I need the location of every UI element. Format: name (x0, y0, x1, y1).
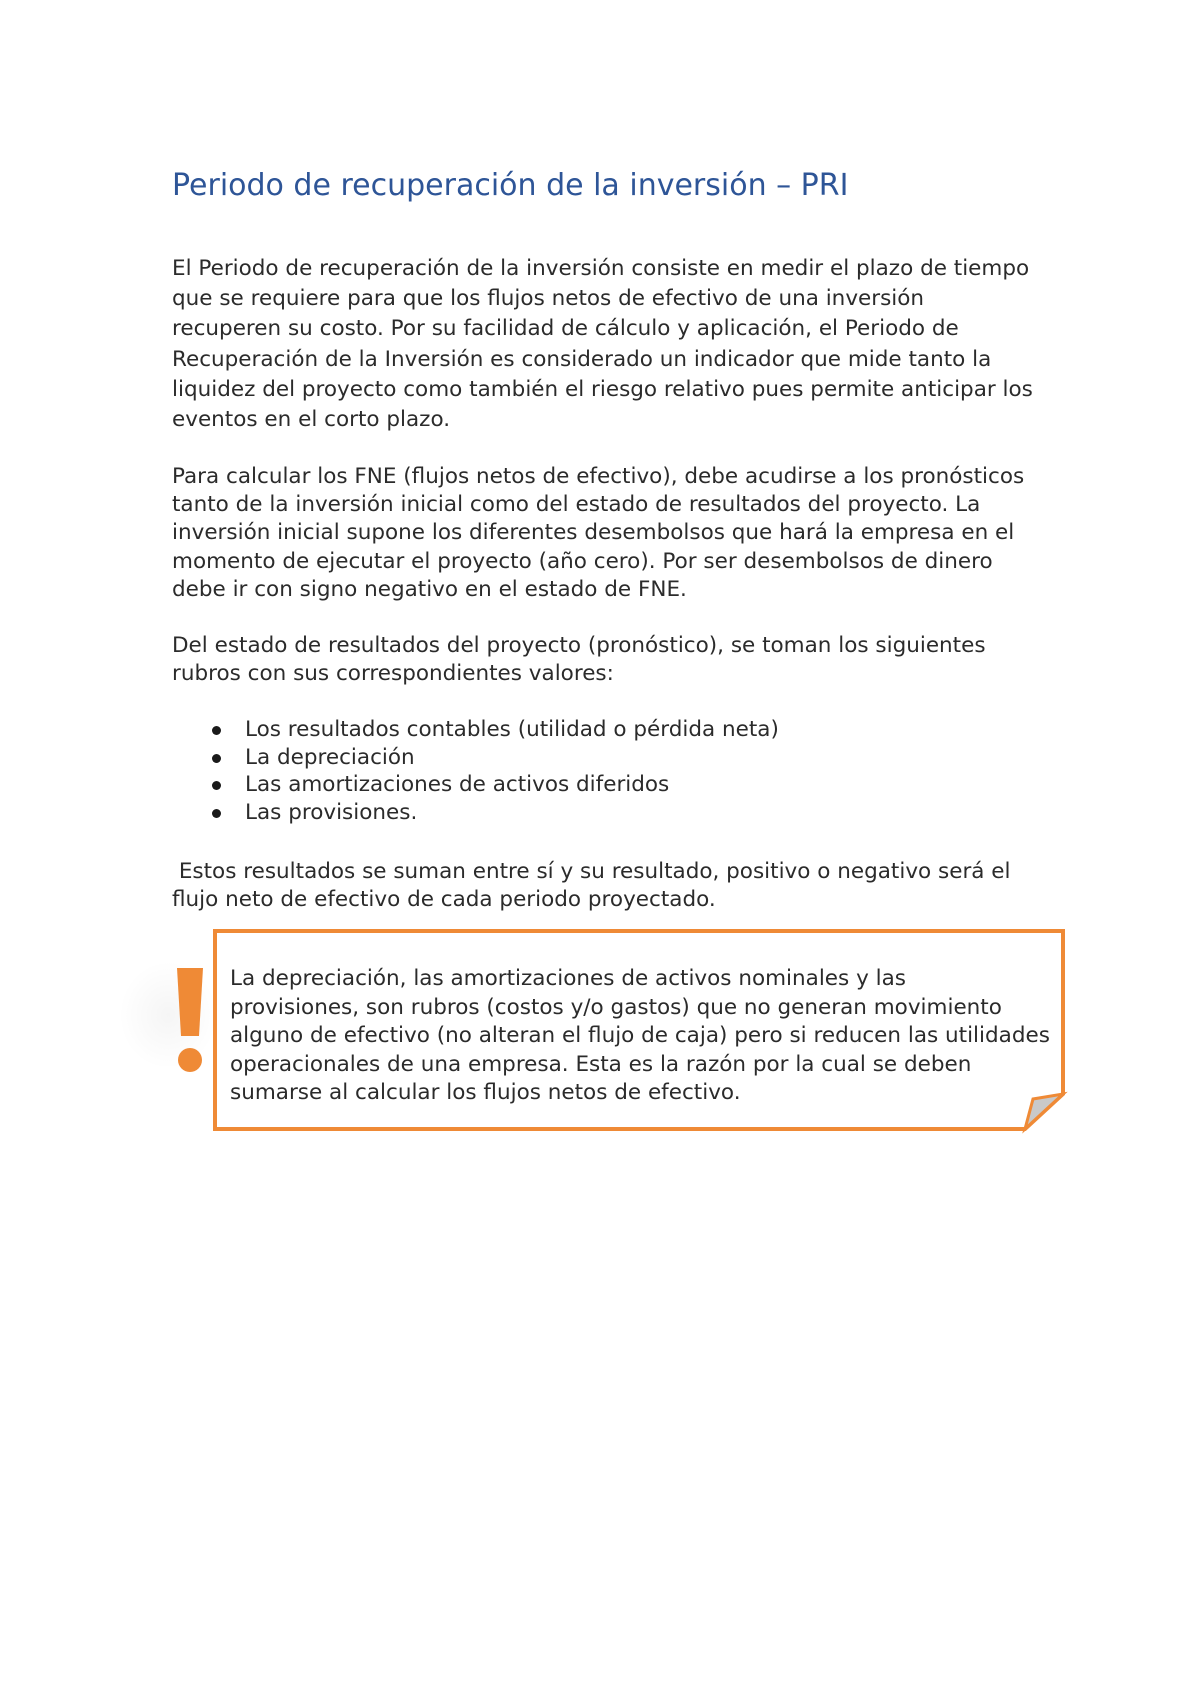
text-line: inversión inicial supone los diferentes desembolsos que hará la empresa en el (172, 520, 1015, 546)
text-line: Del estado de resultados del proyecto (pronóstico), se toman los siguientes (172, 633, 986, 658)
text-line: recuperen su costo. Por su facilidad de cálculo y aplicación, el Periodo de (172, 316, 959, 342)
list-item (172, 744, 779, 772)
text-line: tanto de la inversión inicial como del estado de resultados del proyecto. La (172, 492, 981, 518)
page-title: Periodo de recuperación de la inversión – PRI (172, 168, 849, 203)
list-item (172, 716, 779, 744)
bullet-icon (212, 809, 221, 818)
text-line: momento de ejecutar el proyecto (año cero). Por ser desembolsos de dinero (172, 548, 993, 574)
callout-note (213, 929, 1067, 1132)
list-item-text: Los resultados contables (utilidad o pérdida neta) (245, 717, 779, 742)
text-line: rubros con sus correspondientes valores: (172, 661, 614, 687)
callout-line: provisiones, son rubros (costos y/o gastos) que no generan movimiento (230, 994, 1002, 1020)
bullet-icon (212, 754, 221, 763)
text-line: Recuperación de la Inversión es considerado un indicador que mide tanto la (172, 346, 992, 372)
text-line: flujo neto de efectivo de cada periodo proyectado. (172, 887, 716, 913)
list-item-text: La depreciación (245, 744, 415, 770)
rubros-list (172, 716, 779, 826)
list-item (172, 799, 779, 827)
text-line: que se requiere para que los flujos netos de efectivo de una inversión (172, 286, 925, 312)
text-line: liquidez del proyecto como también el riesgo relativo pues permite anticipar los (172, 376, 1033, 402)
callout-line: operacionales de una empresa. Esta es la razón por la cual se deben (230, 1051, 972, 1077)
bullet-icon (212, 726, 221, 735)
callout-text (230, 965, 1050, 1106)
list-item (172, 771, 779, 799)
text-line: eventos en el corto plazo. (172, 407, 451, 433)
callout-line: alguno de efectivo (no alteran el flujo de caja) pero si reducen las utilidades (230, 1023, 1050, 1049)
text-line: Estos resultados se suman entre sí y su resultado, positivo o negativo será el (172, 859, 1011, 884)
text-line: El Periodo de recuperación de la inversión consiste en medir el plazo de tiempo (172, 256, 1030, 281)
paragraph-rubros (172, 632, 1052, 688)
exclamation-icon (172, 966, 208, 1080)
bullet-icon (212, 781, 221, 790)
list-item-text: Las amortizaciones de activos diferidos (245, 772, 670, 798)
callout-line: La depreciación, las amortizaciones de activos nominales y las (230, 966, 906, 991)
text-line: debe ir con signo negativo en el estado de FNE. (172, 576, 687, 602)
text-line: Para calcular los FNE (flujos netos de efectivo), debe acudirse a los pronósticos (172, 464, 1025, 489)
paragraph-fne (172, 463, 1052, 604)
callout-line: sumarse al calcular los flujos netos de efectivo. (230, 1080, 741, 1106)
paragraph-conclusion (172, 858, 1052, 914)
paragraph-intro (172, 254, 1052, 435)
list-item-text: Las provisiones. (245, 799, 418, 825)
